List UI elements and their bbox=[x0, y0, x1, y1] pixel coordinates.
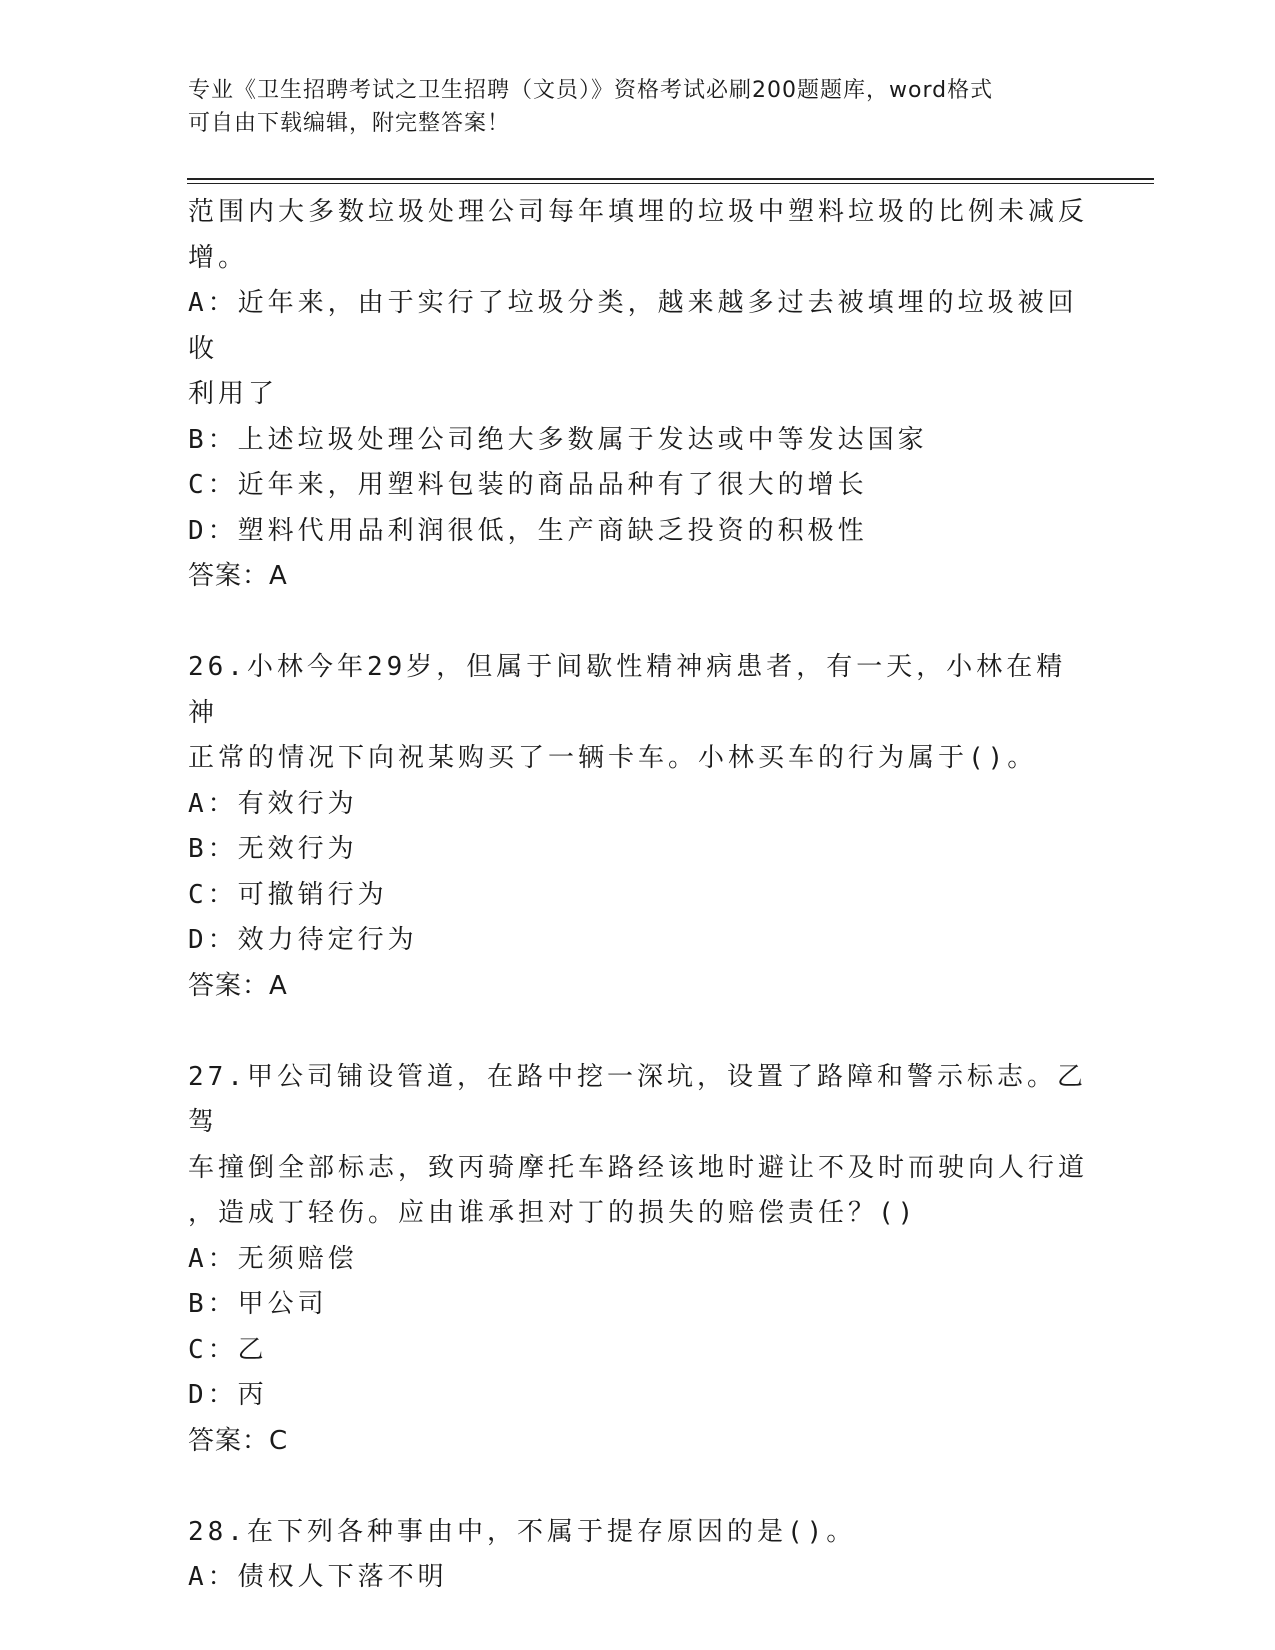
question-stem-line: 增。 bbox=[188, 242, 249, 273]
question-stem-line: 正常的情况下向祝某购买了一辆卡车。小林买车的行为属于()。 bbox=[188, 743, 1038, 773]
header-line-1: 专业《卫生招聘考试之卫生招聘（文员）》资格考试必刷200题题库，word格式 bbox=[188, 78, 994, 103]
question-stem-line: 28.在下列各种事由中，不属于提存原因的是()。 bbox=[188, 1516, 857, 1547]
question-stem-line: ，造成丁轻伤。应由谁承担对丁的损失的赔偿责任？() bbox=[188, 1198, 918, 1228]
answer-line: 答案：C bbox=[188, 1425, 289, 1456]
option-c: C：可撤销行为 bbox=[188, 879, 388, 910]
question-stem-line: 27.甲公司铺设管道，在路中挖一深坑，设置了路障和警示标志。乙驾 bbox=[188, 1061, 1087, 1137]
answer-line: 答案：A bbox=[188, 970, 288, 1001]
question-block bbox=[188, 645, 1088, 1009]
option-c: C：乙 bbox=[188, 1334, 268, 1365]
question-stem-line: 范围内大多数垃圾处理公司每年填埋的垃圾中塑料垃圾的比例未减反 bbox=[188, 197, 1089, 227]
header-rule-thick bbox=[187, 178, 1154, 180]
option-a: A：债权人下落不明 bbox=[188, 1562, 448, 1592]
option-a: A：有效行为 bbox=[188, 788, 358, 819]
answer-line: 答案：A bbox=[188, 561, 288, 591]
option-d: D：效力待定行为 bbox=[188, 925, 418, 955]
question-block bbox=[188, 1510, 1088, 1601]
header-line-2: 可自由下载编辑，附完整答案！ bbox=[188, 111, 511, 136]
option-d: D：丙 bbox=[188, 1380, 268, 1410]
question-list bbox=[188, 190, 1088, 1601]
question-stem-line: 26.小林今年29岁，但属于间歇性精神病患者，有一天，小林在精神 bbox=[188, 652, 1067, 728]
document-header bbox=[188, 74, 1078, 140]
option-a: A：无须赔偿 bbox=[188, 1243, 358, 1274]
option-a-continued: 利用了 bbox=[188, 379, 279, 409]
option-b: B：无效行为 bbox=[188, 834, 358, 864]
option-d: D：塑料代用品利润很低，生产商缺乏投资的积极性 bbox=[188, 515, 868, 546]
header-rule-thin bbox=[187, 183, 1154, 184]
option-b: B：甲公司 bbox=[188, 1289, 328, 1319]
option-b: B：上述垃圾处理公司绝大多数属于发达或中等发达国家 bbox=[188, 424, 928, 455]
question-block bbox=[188, 1055, 1088, 1465]
question-stem-line: 车撞倒全部标志，致丙骑摩托车路经该地时避让不及时而驶向人行道 bbox=[188, 1152, 1089, 1183]
question-block bbox=[188, 190, 1088, 600]
option-c: C：近年来，用塑料包装的商品品种有了很大的增长 bbox=[188, 470, 868, 500]
option-a: A：近年来，由于实行了垃圾分类，越来越多过去被填埋的垃圾被回收 bbox=[188, 288, 1078, 364]
